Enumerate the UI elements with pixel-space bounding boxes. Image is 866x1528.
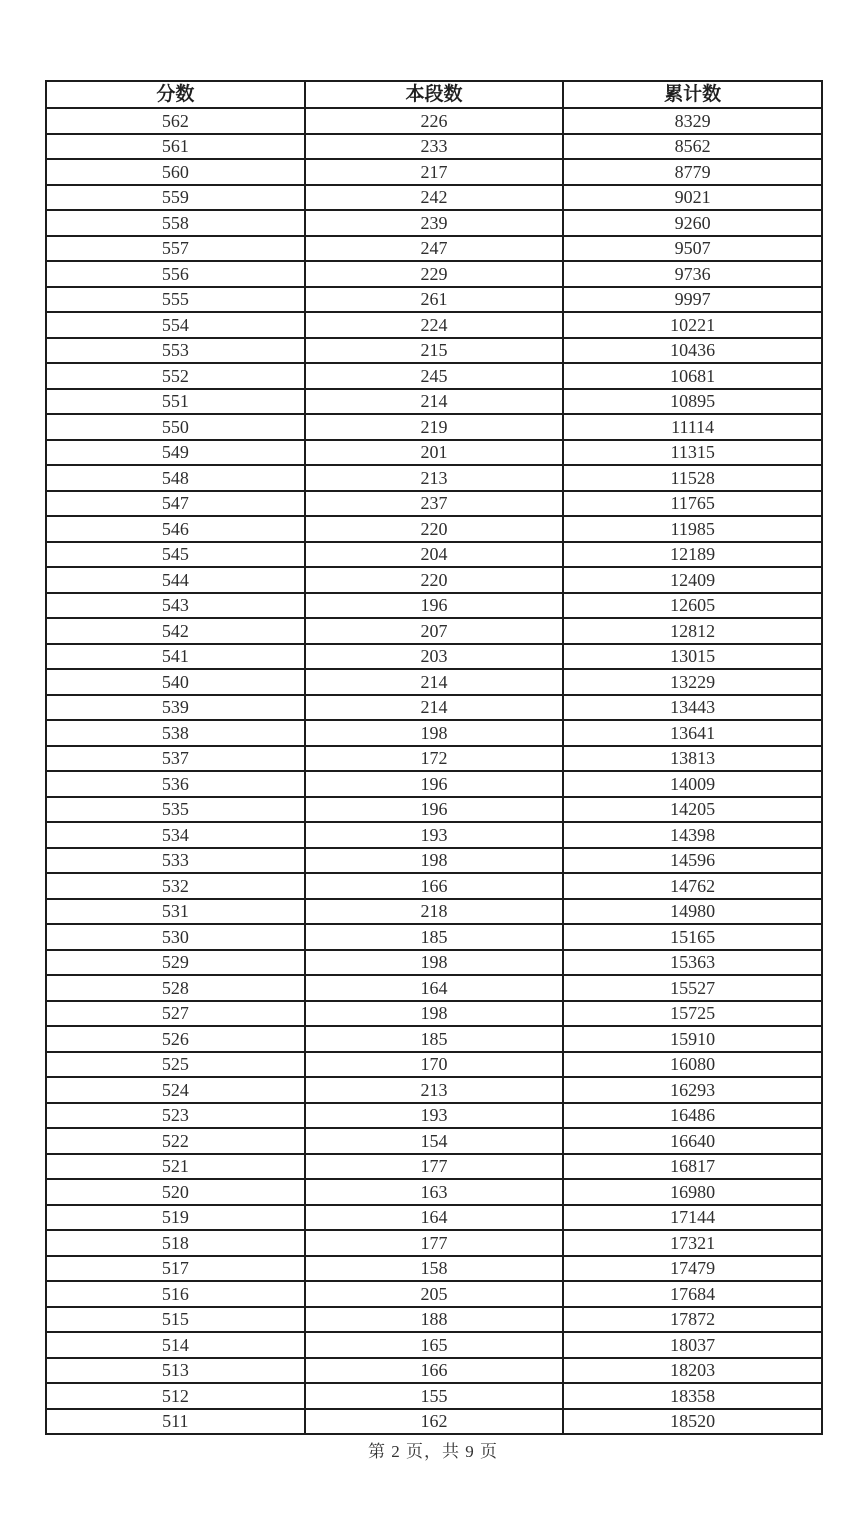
cumulative-count-cell: 14009 <box>563 771 822 797</box>
segment-count-cell: 198 <box>305 720 564 746</box>
score-cell: 514 <box>46 1332 305 1358</box>
score-cell: 517 <box>46 1256 305 1282</box>
cumulative-count-cell: 18520 <box>563 1409 822 1435</box>
score-cell: 548 <box>46 465 305 491</box>
table-row <box>46 1307 822 1333</box>
cumulative-count-cell: 18358 <box>563 1383 822 1409</box>
score-cell: 562 <box>46 108 305 134</box>
table-row <box>46 338 822 364</box>
segment-count-cell: 205 <box>305 1281 564 1307</box>
score-cell: 540 <box>46 669 305 695</box>
table-row <box>46 1001 822 1027</box>
cumulative-count-cell: 9507 <box>563 236 822 262</box>
header-cumulative-count: 累计数 <box>563 81 822 108</box>
cumulative-count-cell: 18203 <box>563 1358 822 1384</box>
cumulative-count-cell: 15165 <box>563 924 822 950</box>
cumulative-count-cell: 14596 <box>563 848 822 874</box>
segment-count-cell: 220 <box>305 567 564 593</box>
cumulative-count-cell: 15725 <box>563 1001 822 1027</box>
score-cell: 515 <box>46 1307 305 1333</box>
score-cell: 541 <box>46 644 305 670</box>
table-row <box>46 236 822 262</box>
table-row <box>46 1128 822 1154</box>
table-row <box>46 1281 822 1307</box>
cumulative-count-cell: 10436 <box>563 338 822 364</box>
table-row <box>46 1154 822 1180</box>
segment-count-cell: 158 <box>305 1256 564 1282</box>
table-row <box>46 797 822 823</box>
segment-count-cell: 239 <box>305 210 564 236</box>
cumulative-count-cell: 16080 <box>563 1052 822 1078</box>
score-cell: 559 <box>46 185 305 211</box>
table-row <box>46 669 822 695</box>
score-cell: 526 <box>46 1026 305 1052</box>
segment-count-cell: 198 <box>305 950 564 976</box>
score-cell: 561 <box>46 134 305 160</box>
table-header <box>46 81 822 108</box>
table-row <box>46 771 822 797</box>
segment-count-cell: 170 <box>305 1052 564 1078</box>
cumulative-count-cell: 11765 <box>563 491 822 517</box>
cumulative-count-cell: 12812 <box>563 618 822 644</box>
segment-count-cell: 203 <box>305 644 564 670</box>
cumulative-count-cell: 9021 <box>563 185 822 211</box>
cumulative-count-cell: 17144 <box>563 1205 822 1231</box>
cumulative-count-cell: 14762 <box>563 873 822 899</box>
table-row <box>46 108 822 134</box>
score-cell: 524 <box>46 1077 305 1103</box>
table-row <box>46 975 822 1001</box>
score-cell: 536 <box>46 771 305 797</box>
score-cell: 550 <box>46 414 305 440</box>
score-cell: 535 <box>46 797 305 823</box>
cumulative-count-cell: 11315 <box>563 440 822 466</box>
cumulative-count-cell: 13641 <box>563 720 822 746</box>
score-cell: 546 <box>46 516 305 542</box>
score-cell: 554 <box>46 312 305 338</box>
table-row <box>46 389 822 415</box>
cumulative-count-cell: 10221 <box>563 312 822 338</box>
segment-count-cell: 177 <box>305 1154 564 1180</box>
table-row <box>46 1409 822 1435</box>
table-row <box>46 185 822 211</box>
segment-count-cell: 164 <box>305 1205 564 1231</box>
segment-count-cell: 213 <box>305 465 564 491</box>
table-row <box>46 491 822 517</box>
cumulative-count-cell: 12409 <box>563 567 822 593</box>
segment-count-cell: 201 <box>305 440 564 466</box>
segment-count-cell: 155 <box>305 1383 564 1409</box>
segment-count-cell: 172 <box>305 746 564 772</box>
cumulative-count-cell: 16980 <box>563 1179 822 1205</box>
segment-count-cell: 219 <box>305 414 564 440</box>
segment-count-cell: 166 <box>305 1358 564 1384</box>
cumulative-count-cell: 13015 <box>563 644 822 670</box>
segment-count-cell: 207 <box>305 618 564 644</box>
score-cell: 512 <box>46 1383 305 1409</box>
segment-count-cell: 193 <box>305 822 564 848</box>
table-row <box>46 899 822 925</box>
table-row <box>46 1052 822 1078</box>
segment-count-cell: 217 <box>305 159 564 185</box>
table-row <box>46 1077 822 1103</box>
cumulative-count-cell: 14398 <box>563 822 822 848</box>
cumulative-count-cell: 9997 <box>563 287 822 313</box>
table-row <box>46 924 822 950</box>
cumulative-count-cell: 10681 <box>563 363 822 389</box>
segment-count-cell: 196 <box>305 797 564 823</box>
segment-count-cell: 242 <box>305 185 564 211</box>
table-row <box>46 1103 822 1129</box>
table-row <box>46 593 822 619</box>
table-row <box>46 720 822 746</box>
segment-count-cell: 163 <box>305 1179 564 1205</box>
segment-count-cell: 185 <box>305 1026 564 1052</box>
header-score: 分数 <box>46 81 305 108</box>
segment-count-cell: 226 <box>305 108 564 134</box>
table-row <box>46 1230 822 1256</box>
segment-count-cell: 214 <box>305 669 564 695</box>
segment-count-cell: 165 <box>305 1332 564 1358</box>
segment-count-cell: 214 <box>305 695 564 721</box>
score-cell: 557 <box>46 236 305 262</box>
segment-count-cell: 188 <box>305 1307 564 1333</box>
cumulative-count-cell: 14980 <box>563 899 822 925</box>
score-cell: 530 <box>46 924 305 950</box>
score-cell: 518 <box>46 1230 305 1256</box>
score-cell: 523 <box>46 1103 305 1129</box>
segment-count-cell: 204 <box>305 542 564 568</box>
table-row <box>46 746 822 772</box>
segment-count-cell: 213 <box>305 1077 564 1103</box>
table-row <box>46 1256 822 1282</box>
table-row <box>46 567 822 593</box>
table-row <box>46 644 822 670</box>
score-cell: 513 <box>46 1358 305 1384</box>
table-row <box>46 134 822 160</box>
segment-count-cell: 198 <box>305 848 564 874</box>
segment-count-cell: 229 <box>305 261 564 287</box>
segment-count-cell: 198 <box>305 1001 564 1027</box>
cumulative-count-cell: 9736 <box>563 261 822 287</box>
table-row <box>46 465 822 491</box>
table-row <box>46 1383 822 1409</box>
score-cell: 538 <box>46 720 305 746</box>
score-cell: 545 <box>46 542 305 568</box>
cumulative-count-cell: 16486 <box>563 1103 822 1129</box>
table-row <box>46 950 822 976</box>
table-row <box>46 287 822 313</box>
table-row <box>46 822 822 848</box>
table-row <box>46 414 822 440</box>
segment-count-cell: 166 <box>305 873 564 899</box>
cumulative-count-cell: 13443 <box>563 695 822 721</box>
table-row <box>46 695 822 721</box>
segment-count-cell: 193 <box>305 1103 564 1129</box>
table-row <box>46 261 822 287</box>
segment-count-cell: 224 <box>305 312 564 338</box>
cumulative-count-cell: 18037 <box>563 1332 822 1358</box>
score-cell: 543 <box>46 593 305 619</box>
table-row <box>46 1205 822 1231</box>
cumulative-count-cell: 15363 <box>563 950 822 976</box>
table-row <box>46 516 822 542</box>
cumulative-count-cell: 8562 <box>563 134 822 160</box>
page-number-footer: 第 2 页，共 9 页 <box>368 1442 498 1461</box>
segment-count-cell: 196 <box>305 593 564 619</box>
table-row <box>46 848 822 874</box>
table-row <box>46 1332 822 1358</box>
score-cell: 527 <box>46 1001 305 1027</box>
score-cell: 542 <box>46 618 305 644</box>
cumulative-count-cell: 8779 <box>563 159 822 185</box>
cumulative-count-cell: 9260 <box>563 210 822 236</box>
score-cell: 544 <box>46 567 305 593</box>
header-row <box>46 81 822 108</box>
table-row <box>46 363 822 389</box>
table-row <box>46 1358 822 1384</box>
cumulative-count-cell: 16640 <box>563 1128 822 1154</box>
segment-count-cell: 261 <box>305 287 564 313</box>
score-cell: 552 <box>46 363 305 389</box>
segment-count-cell: 220 <box>305 516 564 542</box>
score-cell: 555 <box>46 287 305 313</box>
score-cell: 551 <box>46 389 305 415</box>
segment-count-cell: 196 <box>305 771 564 797</box>
segment-count-cell: 185 <box>305 924 564 950</box>
score-cell: 556 <box>46 261 305 287</box>
table-row <box>46 618 822 644</box>
cumulative-count-cell: 11985 <box>563 516 822 542</box>
cumulative-count-cell: 13813 <box>563 746 822 772</box>
header-segment-count: 本段数 <box>305 81 564 108</box>
segment-count-cell: 214 <box>305 389 564 415</box>
table-row <box>46 1179 822 1205</box>
table-row <box>46 159 822 185</box>
cumulative-count-cell: 17321 <box>563 1230 822 1256</box>
score-cell: 531 <box>46 899 305 925</box>
segment-count-cell: 154 <box>305 1128 564 1154</box>
segment-count-cell: 215 <box>305 338 564 364</box>
cumulative-count-cell: 8329 <box>563 108 822 134</box>
cumulative-count-cell: 16293 <box>563 1077 822 1103</box>
score-cell: 532 <box>46 873 305 899</box>
score-cell: 511 <box>46 1409 305 1435</box>
table-row <box>46 873 822 899</box>
cumulative-count-cell: 11114 <box>563 414 822 440</box>
segment-count-cell: 164 <box>305 975 564 1001</box>
score-cell: 521 <box>46 1154 305 1180</box>
score-cell: 547 <box>46 491 305 517</box>
score-cell: 516 <box>46 1281 305 1307</box>
table-row <box>46 312 822 338</box>
cumulative-count-cell: 13229 <box>563 669 822 695</box>
segment-count-cell: 233 <box>305 134 564 160</box>
score-cell: 553 <box>46 338 305 364</box>
table-row <box>46 1026 822 1052</box>
segment-count-cell: 245 <box>305 363 564 389</box>
segment-count-cell: 162 <box>305 1409 564 1435</box>
segment-count-cell: 177 <box>305 1230 564 1256</box>
segment-count-cell: 237 <box>305 491 564 517</box>
score-cell: 525 <box>46 1052 305 1078</box>
cumulative-count-cell: 15527 <box>563 975 822 1001</box>
score-cell: 558 <box>46 210 305 236</box>
score-cell: 537 <box>46 746 305 772</box>
cumulative-count-cell: 17684 <box>563 1281 822 1307</box>
score-distribution-table <box>45 80 823 1435</box>
score-cell: 528 <box>46 975 305 1001</box>
score-cell: 533 <box>46 848 305 874</box>
cumulative-count-cell: 12605 <box>563 593 822 619</box>
table-row <box>46 210 822 236</box>
score-cell: 534 <box>46 822 305 848</box>
cumulative-count-cell: 12189 <box>563 542 822 568</box>
cumulative-count-cell: 17479 <box>563 1256 822 1282</box>
score-cell: 520 <box>46 1179 305 1205</box>
cumulative-count-cell: 17872 <box>563 1307 822 1333</box>
table-row <box>46 542 822 568</box>
cumulative-count-cell: 14205 <box>563 797 822 823</box>
cumulative-count-cell: 15910 <box>563 1026 822 1052</box>
segment-count-cell: 218 <box>305 899 564 925</box>
cumulative-count-cell: 11528 <box>563 465 822 491</box>
table-body <box>46 108 822 1434</box>
score-cell: 519 <box>46 1205 305 1231</box>
score-cell: 522 <box>46 1128 305 1154</box>
score-cell: 539 <box>46 695 305 721</box>
cumulative-count-cell: 16817 <box>563 1154 822 1180</box>
cumulative-count-cell: 10895 <box>563 389 822 415</box>
score-cell: 560 <box>46 159 305 185</box>
table-row <box>46 440 822 466</box>
score-cell: 529 <box>46 950 305 976</box>
segment-count-cell: 247 <box>305 236 564 262</box>
score-cell: 549 <box>46 440 305 466</box>
